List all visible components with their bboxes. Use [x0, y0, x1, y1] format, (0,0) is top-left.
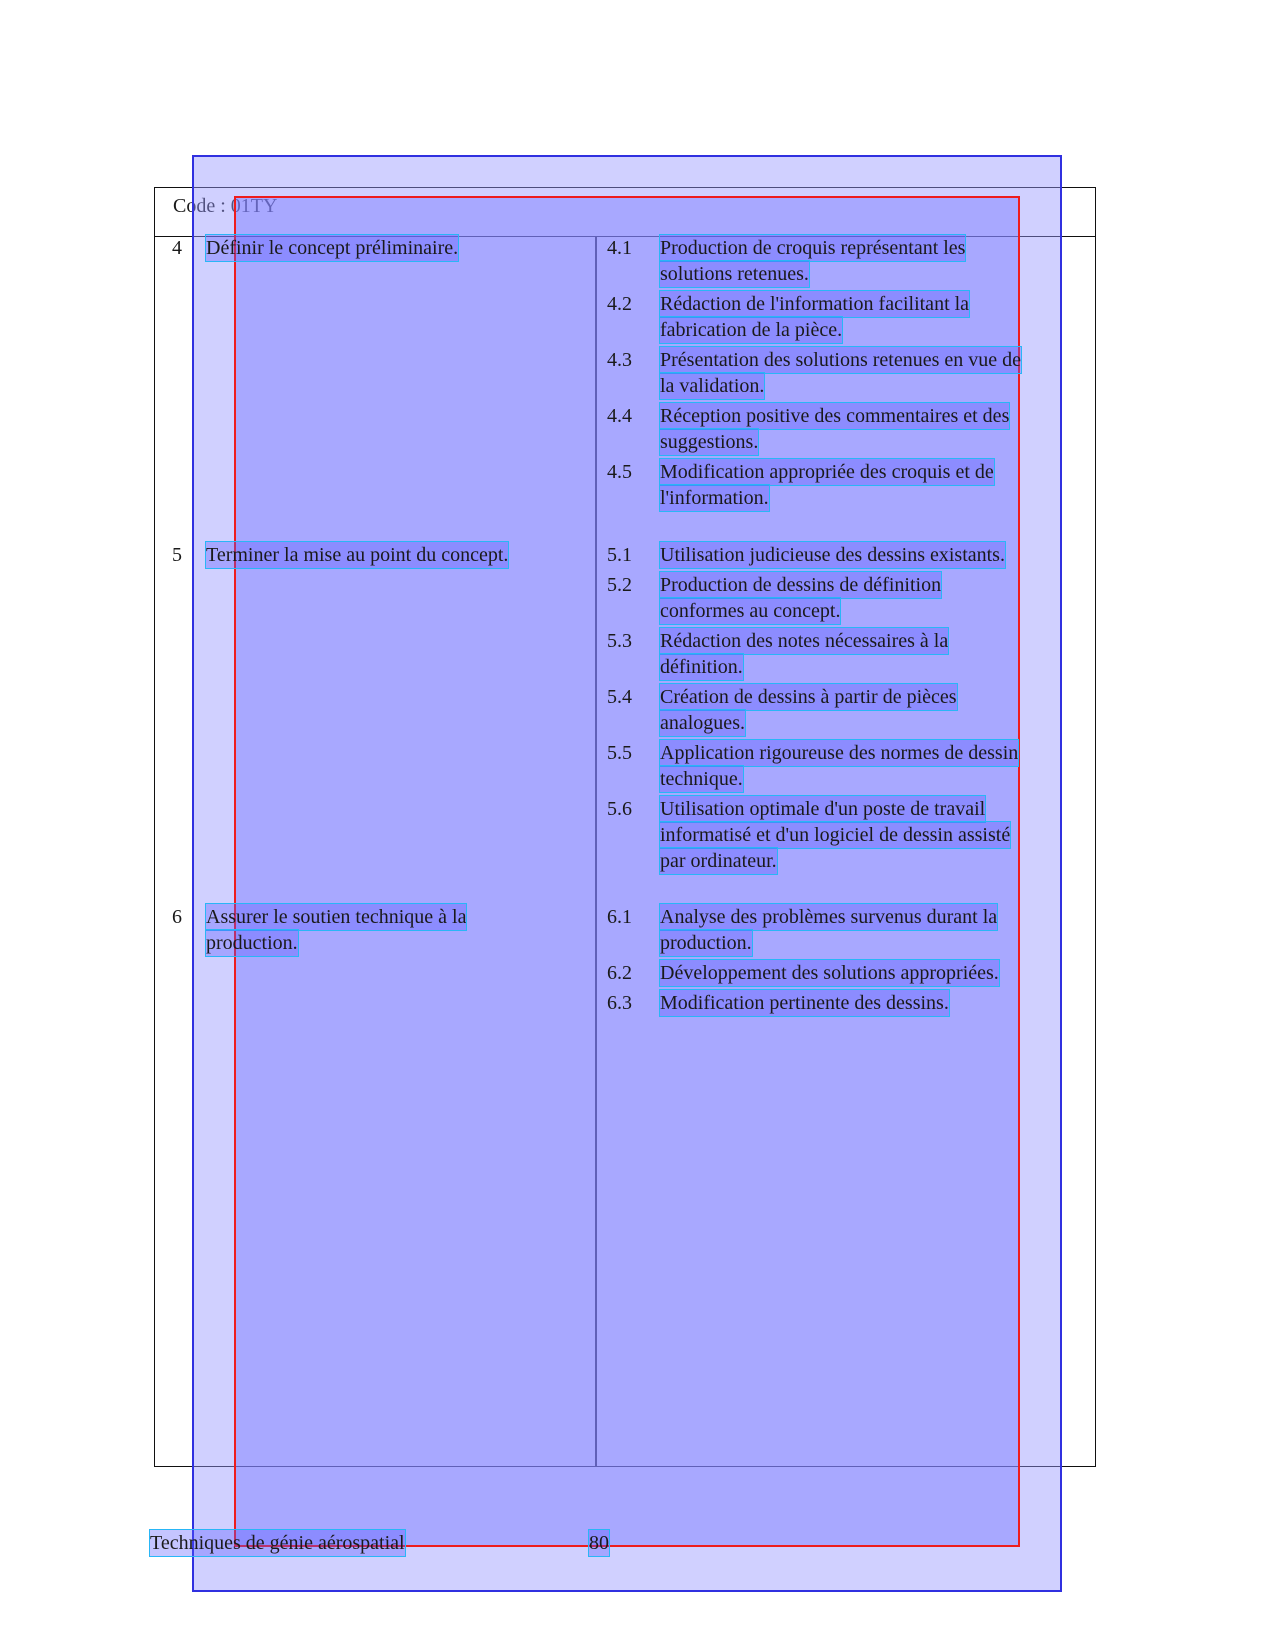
criterion-number: 5.6 [607, 798, 632, 820]
element-number: 4 [172, 237, 182, 259]
criterion-number: 4.2 [607, 293, 632, 315]
criterion-line: Application rigoureuse des normes de dessin [660, 742, 1019, 764]
criterion-line: définition. [660, 656, 743, 678]
criterion-line: Développement des solutions appropriées. [660, 962, 999, 984]
criterion-number: 4.1 [607, 237, 632, 259]
criterion-line: l'information. [660, 487, 769, 509]
element-number: 5 [172, 544, 182, 566]
element-number: 6 [172, 906, 182, 928]
criterion-line: fabrication de la pièce. [660, 319, 843, 341]
element-title: Assurer le soutien technique à la [206, 906, 467, 928]
criterion-line: informatisé et d'un logiciel de dessin assisté [660, 824, 1011, 846]
criterion-line: Production de dessins de définition [660, 574, 942, 596]
criterion-number: 5.5 [607, 742, 632, 764]
element-title: Définir le concept préliminaire. [206, 237, 459, 259]
page-number: 80 [589, 1532, 609, 1554]
criterion-line: suggestions. [660, 431, 759, 453]
criterion-number: 4.4 [607, 405, 632, 427]
annotation-box-inner [234, 196, 1020, 1547]
criterion-line: Rédaction des notes nécessaires à la [660, 630, 949, 652]
criterion-number: 5.1 [607, 544, 632, 566]
criterion-line: Création de dessins à partir de pièces [660, 686, 957, 708]
criterion-number: 4.3 [607, 349, 632, 371]
criterion-number: 5.4 [607, 686, 632, 708]
criterion-number: 6.3 [607, 992, 632, 1014]
code-value: 01TY [230, 195, 278, 217]
criterion-line: Réception positive des commentaires et des [660, 405, 1010, 427]
criterion-line: analogues. [660, 712, 745, 734]
criterion-line: production. [660, 932, 752, 954]
criterion-number: 6.2 [607, 962, 632, 984]
element-title: production. [206, 932, 298, 954]
element-title: Terminer la mise au point du concept. [206, 544, 509, 566]
code-label: Code : [173, 195, 226, 217]
criterion-number: 5.3 [607, 630, 632, 652]
criterion-number: 6.1 [607, 906, 632, 928]
criterion-line: Modification pertinente des dessins. [660, 992, 949, 1014]
footer-program: Techniques de génie aérospatial [150, 1532, 405, 1554]
criterion-line: Utilisation optimale d'un poste de travail [660, 798, 986, 820]
criterion-line: Production de croquis représentant les [660, 237, 966, 259]
criterion-line: Rédaction de l'information facilitant la [660, 293, 970, 315]
criterion-line: la validation. [660, 375, 765, 397]
criterion-number: 5.2 [607, 574, 632, 596]
criterion-line: par ordinateur. [660, 850, 777, 872]
criterion-line: Utilisation judicieuse des dessins existants. [660, 544, 1005, 566]
criterion-line: Analyse des problèmes survenus durant la [660, 906, 998, 928]
criterion-line: solutions retenues. [660, 263, 809, 285]
criterion-number: 4.5 [607, 461, 632, 483]
criterion-line: technique. [660, 768, 743, 790]
criterion-line: conformes au concept. [660, 600, 841, 622]
criterion-line: Modification appropriée des croquis et de [660, 461, 994, 483]
criterion-line: Présentation des solutions retenues en vue de [660, 349, 1022, 371]
